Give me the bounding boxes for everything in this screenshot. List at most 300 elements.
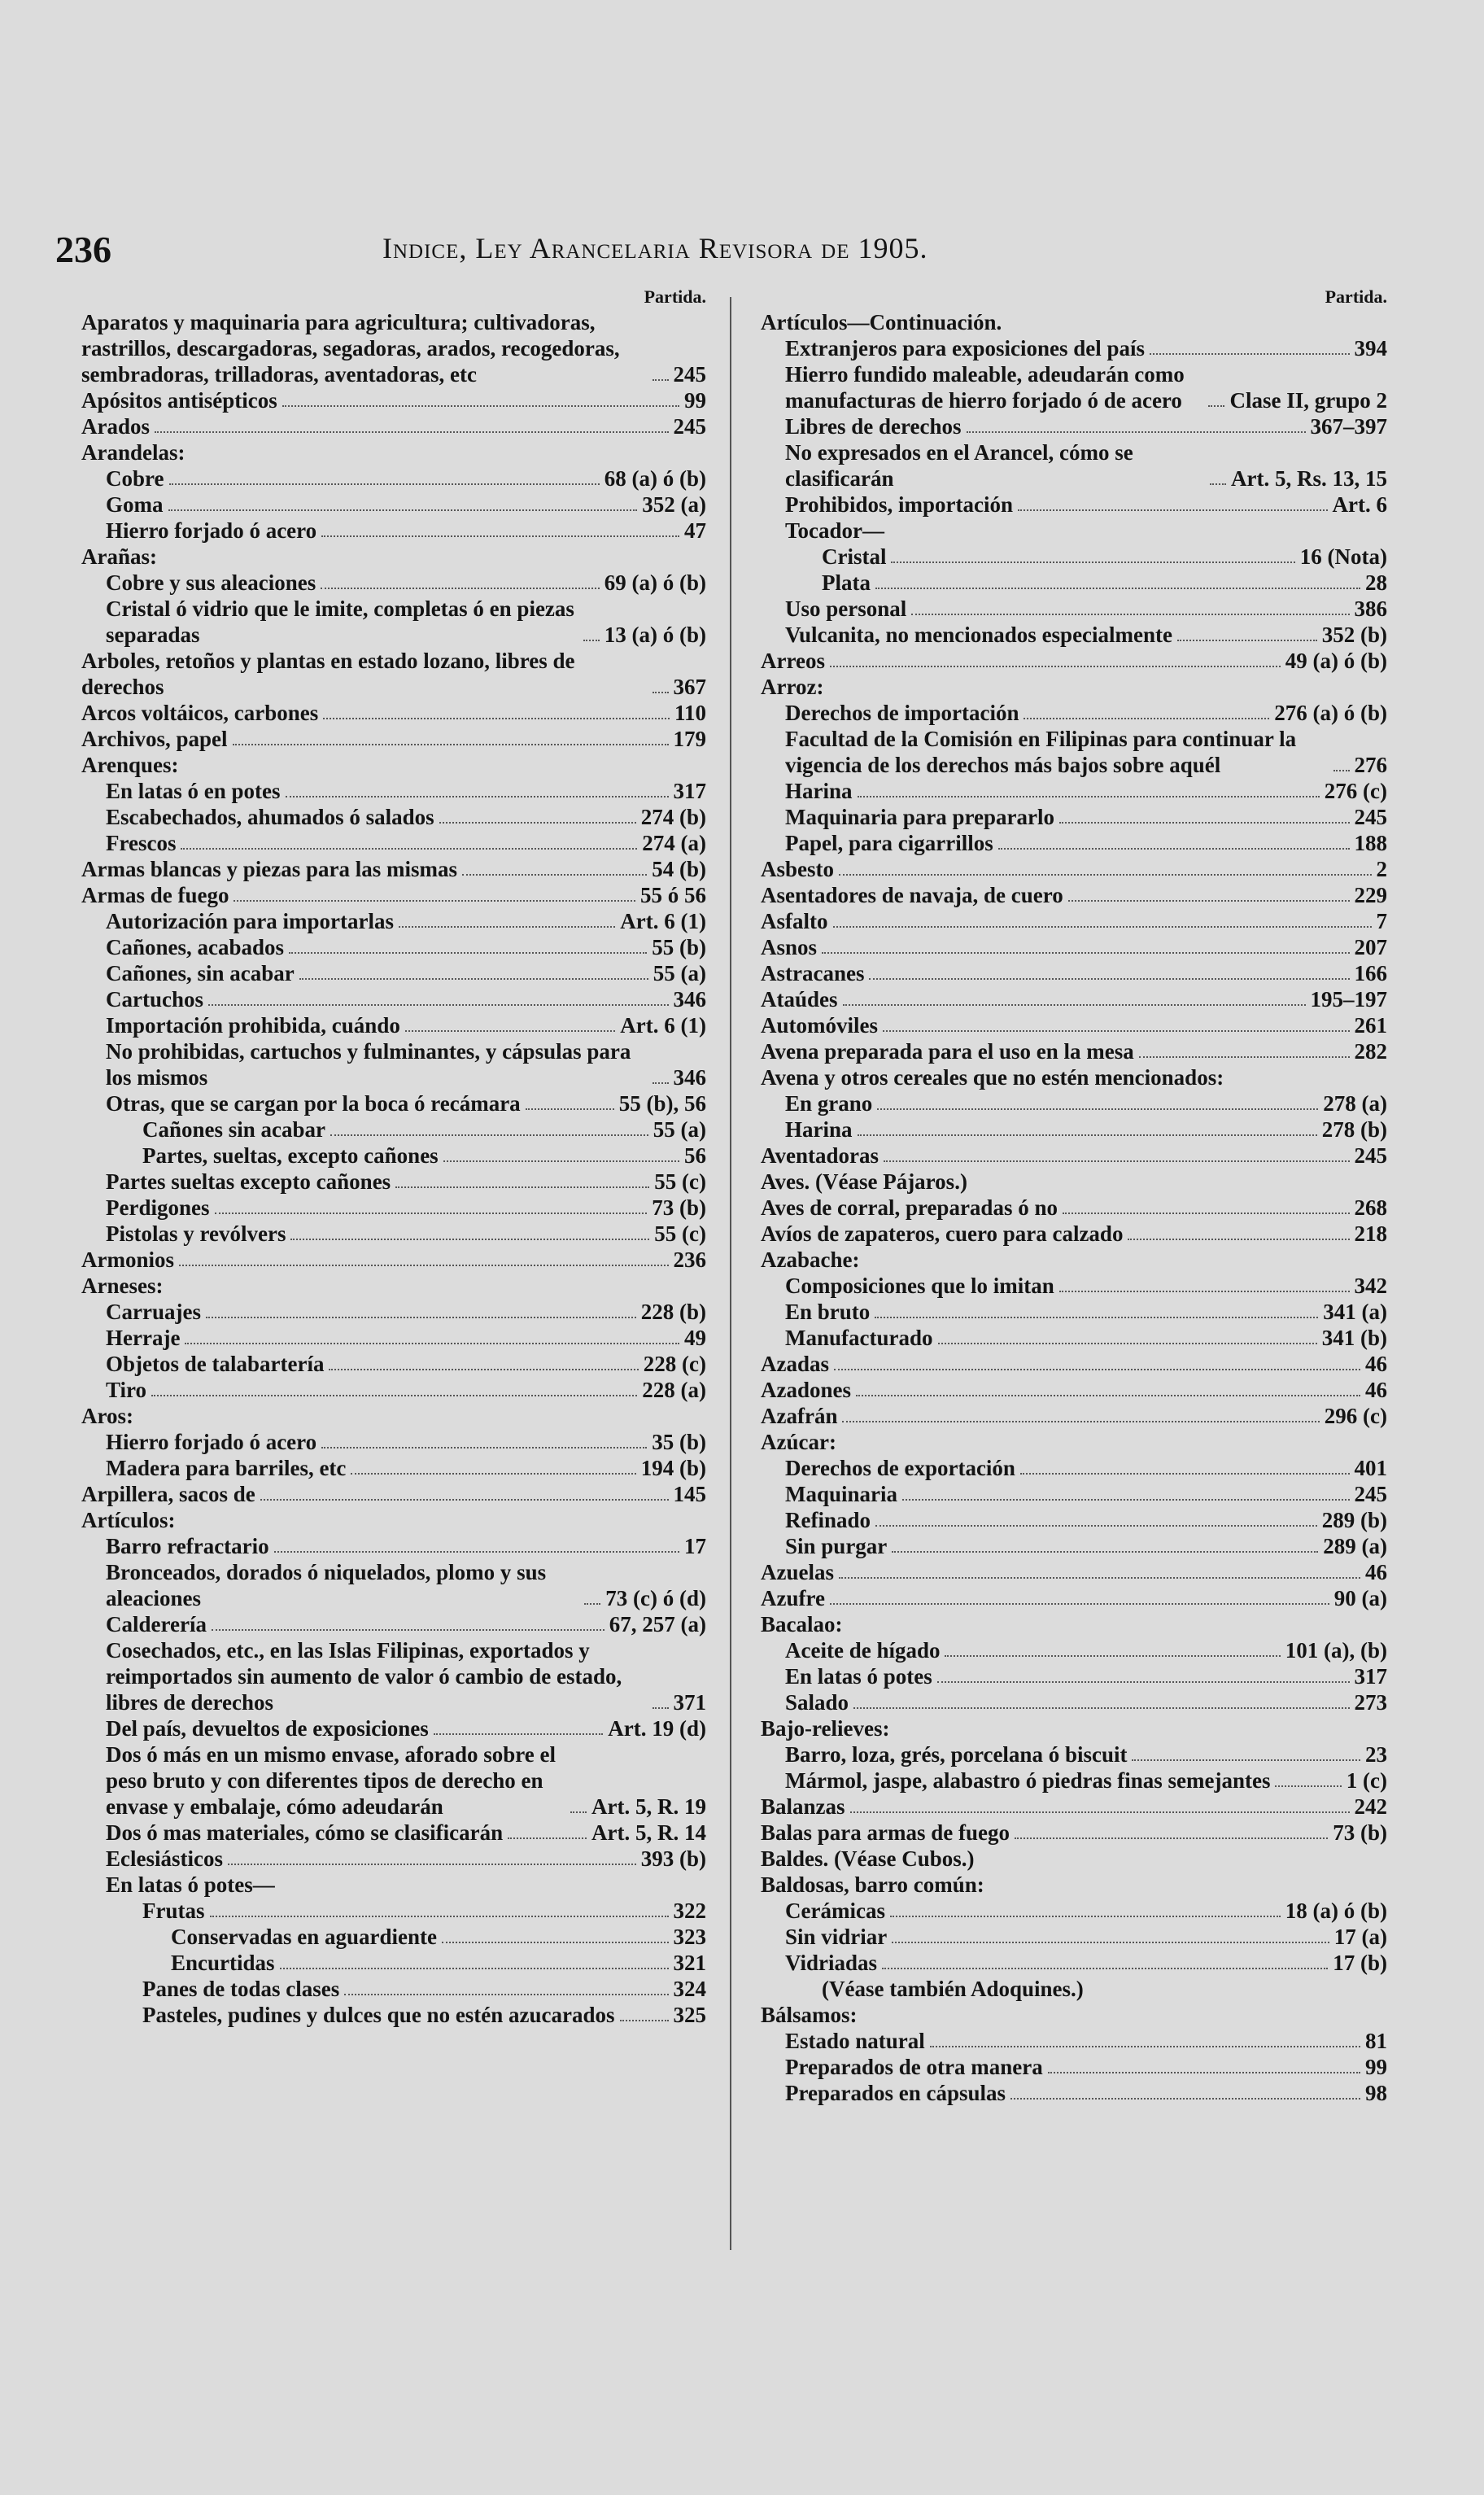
- index-entry: [761, 1976, 1387, 2002]
- entry-partida: 49: [684, 1326, 706, 1350]
- entry-term: Azafrán: [761, 1404, 838, 1428]
- entry-term: Arados: [81, 414, 151, 439]
- leader-dots: [834, 1369, 1360, 1370]
- entry-term: Artículos—Continuación.: [761, 310, 1002, 334]
- entry-term: Hierro fundido maleable, adeudarán como manufacturas de hierro forjado ó de acero: [785, 362, 1185, 413]
- index-entry: [761, 361, 1387, 413]
- entry-partida: 341 (b): [1321, 1326, 1387, 1350]
- index-entry: [81, 1221, 706, 1247]
- entry-term: Astracanes: [761, 961, 865, 985]
- leader-dots: [329, 1369, 638, 1370]
- entry-partida: 236: [673, 1248, 706, 1272]
- index-entry: [81, 1611, 706, 1637]
- page-number: 236: [55, 229, 111, 270]
- index-entry: [761, 2028, 1387, 2054]
- index-entry: [761, 570, 1387, 596]
- leader-dots: [850, 1811, 1350, 1813]
- entry-term: Asfalto: [761, 909, 828, 933]
- entry-term: Cristal ó vidrio que le imite, completas ó en piezas separadas: [106, 596, 574, 647]
- leader-dots: [206, 1317, 636, 1318]
- leader-dots: [1210, 483, 1226, 485]
- entry-partida: Art. 6 (1): [620, 909, 706, 933]
- entry-partida: 17: [684, 1534, 706, 1558]
- entry-partida: 145: [673, 1482, 706, 1506]
- entry-term: Arreos: [761, 649, 825, 673]
- index-entry: [81, 986, 706, 1012]
- index-entry: [81, 1715, 706, 1741]
- entry-partida: 207: [1354, 935, 1387, 959]
- entry-partida: 2: [1376, 857, 1387, 881]
- leader-dots: [967, 431, 1306, 433]
- index-entry: [761, 1455, 1387, 1481]
- leader-dots: [1275, 1785, 1341, 1787]
- entry-term: Composiciones que lo imitan: [785, 1274, 1054, 1298]
- leader-dots: [181, 848, 637, 850]
- index-entry: [761, 596, 1387, 622]
- entry-partida: 166: [1354, 961, 1387, 985]
- leader-dots: [875, 588, 1360, 589]
- entry-term: Hierro forjado ó acero: [106, 1430, 317, 1454]
- leader-dots: [321, 535, 679, 537]
- index-entry: [761, 830, 1387, 856]
- leader-dots: [1020, 1473, 1350, 1475]
- running-title: Indice, Ley Arancelaria Revisora de 1905.: [382, 232, 928, 264]
- leader-dots: [286, 796, 669, 797]
- leader-dots: [434, 1733, 604, 1735]
- leader-dots: [442, 1942, 668, 1943]
- leader-dots: [443, 1160, 679, 1162]
- leader-dots: [508, 1837, 587, 1839]
- entry-partida: 17 (a): [1333, 1925, 1387, 1949]
- entry-term: Balas para armas de fuego: [761, 1820, 1010, 1845]
- entry-partida: 346: [673, 1065, 706, 1090]
- leader-dots: [1132, 1759, 1360, 1761]
- entry-partida: 386: [1354, 596, 1387, 621]
- entry-partida: 245: [673, 362, 706, 387]
- entry-partida: 55 (a): [653, 961, 706, 985]
- index-entry: [761, 960, 1387, 986]
- leader-dots: [902, 1499, 1349, 1501]
- index-entry: [761, 544, 1387, 570]
- entry-term: No expresados en el Arancel, cómo se clasificarán: [785, 440, 1133, 491]
- entry-term: Plata: [822, 570, 871, 595]
- entry-partida: 282: [1354, 1039, 1387, 1064]
- leader-dots: [395, 1186, 649, 1188]
- leader-dots: [653, 692, 669, 693]
- index-entry: [761, 778, 1387, 804]
- index-entry: [761, 1012, 1387, 1038]
- entry-term: Objetos de talabartería: [106, 1352, 325, 1376]
- entry-partida: 81: [1365, 2029, 1387, 2053]
- index-entry: [81, 804, 706, 830]
- index-entry: [81, 1533, 706, 1559]
- index-entry: [81, 439, 706, 465]
- entry-partida: 324: [673, 1977, 706, 2001]
- index-column-right: [761, 285, 1387, 2106]
- entry-partida: 322: [673, 1899, 706, 1923]
- entry-term: Pistolas y revólvers: [106, 1221, 286, 1246]
- leader-dots: [830, 666, 1281, 667]
- entry-partida: 55 (c): [654, 1221, 706, 1246]
- entry-partida: 393 (b): [640, 1846, 706, 1871]
- entry-partida: 98: [1365, 2081, 1387, 2105]
- index-entry: [761, 1143, 1387, 1169]
- entry-partida: 274 (b): [640, 805, 706, 829]
- leader-dots: [234, 900, 635, 902]
- leader-dots: [280, 1968, 669, 1969]
- entry-partida: 99: [684, 388, 706, 413]
- leader-dots: [169, 483, 600, 485]
- index-entry: [761, 1221, 1387, 1247]
- index-entry: [81, 830, 706, 856]
- index-entry: [81, 518, 706, 544]
- entry-term: Importación prohibida, cuándo: [106, 1013, 400, 1038]
- index-entry: [81, 856, 706, 882]
- entry-term: Arpillera, sacos de: [81, 1482, 255, 1506]
- entry-term: Perdigones: [106, 1195, 210, 1220]
- entry-partida: 273: [1354, 1690, 1387, 1715]
- index-entry: [761, 1611, 1387, 1637]
- entry-term: Automóviles: [761, 1013, 878, 1038]
- index-entry: [81, 1325, 706, 1351]
- index-entry: [81, 1299, 706, 1325]
- entry-term: Asbesto: [761, 857, 835, 881]
- leader-dots: [830, 1603, 1329, 1605]
- index-entry: [761, 1820, 1387, 1846]
- entry-term: En latas ó potes: [785, 1664, 932, 1689]
- index-entry: [81, 1247, 706, 1273]
- entry-partida: 296 (c): [1324, 1404, 1387, 1428]
- entry-term: Dos ó mas materiales, cómo se clasificarán: [106, 1820, 504, 1845]
- entry-term: Cristal: [822, 544, 887, 569]
- index-entry: [761, 986, 1387, 1012]
- leader-dots: [875, 1525, 1317, 1527]
- entry-partida: Clase II, grupo 2: [1229, 388, 1387, 413]
- entry-partida: 49 (a) ó (b): [1285, 649, 1387, 673]
- index-entry: [761, 439, 1387, 492]
- leader-dots: [937, 1681, 1350, 1683]
- index-entry: [81, 960, 706, 986]
- entry-term: Cañones, sin acabar: [106, 961, 295, 985]
- index-entry: [81, 1038, 706, 1090]
- entry-partida: 367: [673, 675, 706, 699]
- leader-dots: [892, 1551, 1318, 1553]
- entry-term: Bajo-relieves:: [761, 1716, 890, 1741]
- entry-partida: 289 (a): [1323, 1534, 1387, 1558]
- index-entry: [761, 622, 1387, 648]
- index-entry: [81, 1950, 706, 1976]
- entry-partida: 1 (c): [1346, 1768, 1387, 1793]
- leader-dots: [858, 1134, 1317, 1136]
- entry-term: Vidriadas: [785, 1951, 878, 1975]
- leader-dots: [212, 1629, 605, 1631]
- entry-partida: 325: [673, 2003, 706, 2027]
- leader-dots: [321, 588, 600, 589]
- entry-term: Salado: [785, 1690, 849, 1715]
- leader-dots: [869, 978, 1349, 980]
- entry-term: Frutas: [142, 1899, 205, 1923]
- index-entry: [81, 1455, 706, 1481]
- leader-dots: [843, 1004, 1306, 1006]
- index-entry: [761, 518, 1387, 544]
- entry-partida: 16 (Nota): [1299, 544, 1387, 569]
- index-entry: [761, 648, 1387, 674]
- entry-term: Aceite de hígado: [785, 1638, 941, 1663]
- index-entry: [81, 752, 706, 778]
- leader-dots: [884, 1160, 1350, 1162]
- entry-term: No prohibidas, cartuchos y fulminantes, y cápsulas para los mismos: [106, 1039, 631, 1090]
- index-entry: [761, 1247, 1387, 1273]
- index-entry: [761, 1872, 1387, 1898]
- entry-term: Avena y otros cereales que no estén mencionados:: [761, 1065, 1224, 1090]
- entry-term: Frescos: [106, 831, 177, 855]
- index-entry: [761, 1429, 1387, 1455]
- entry-term: Panes de todas clases: [142, 1977, 340, 2001]
- leader-dots: [1150, 353, 1349, 355]
- leader-dots: [842, 1421, 1319, 1422]
- leader-dots: [1010, 2098, 1360, 2100]
- entry-term: Harina: [785, 1117, 853, 1142]
- index-entry: [761, 2054, 1387, 2080]
- index-entry: [81, 2002, 706, 2028]
- index-entry: [81, 700, 706, 726]
- entry-term: Harina: [785, 779, 853, 803]
- index-entry: [81, 1846, 706, 1872]
- entry-term: Apósitos antisépticos: [81, 388, 277, 413]
- entry-term: Preparados de otra manera: [785, 2055, 1043, 2079]
- leader-dots: [330, 1134, 648, 1136]
- entry-term: Avíos de zapateros, cuero para calzado: [761, 1221, 1124, 1246]
- leader-dots: [1018, 509, 1327, 511]
- entry-partida: 352 (b): [1321, 623, 1387, 647]
- index-entry: [81, 387, 706, 413]
- entry-term: Tiro: [106, 1378, 147, 1402]
- entry-term: Barro refractario: [106, 1534, 269, 1558]
- leader-dots: [215, 1213, 648, 1214]
- leader-dots: [584, 1603, 600, 1605]
- leader-dots: [260, 1499, 669, 1501]
- entry-term: Aparatos y maquinaria para agricultura; cultivadoras, rastrillos, descargadoras, segadoras, arados, recogedoras, sembradoras, trilladoras, aventadoras, etc: [81, 310, 620, 387]
- entry-term: Balanzas: [761, 1794, 845, 1819]
- entry-term: Conservadas en aguardiente: [171, 1925, 438, 1949]
- entry-term: Bacalao:: [761, 1612, 843, 1636]
- entry-term: (Véase también Adoquines.): [822, 1977, 1084, 2001]
- entry-partida: 245: [1354, 1143, 1387, 1168]
- entry-term: Carruajes: [106, 1300, 201, 1324]
- entry-partida: 229: [1354, 883, 1387, 907]
- entry-partida: 55 (a): [653, 1117, 706, 1142]
- entry-partida: 55 ó 56: [640, 883, 706, 907]
- entry-partida: 346: [673, 987, 706, 1012]
- entry-partida: 101 (a), (b): [1285, 1638, 1387, 1663]
- entry-partida: 401: [1354, 1456, 1387, 1480]
- leader-dots: [228, 1864, 636, 1865]
- index-entry: [81, 465, 706, 492]
- entry-partida: 179: [673, 727, 706, 751]
- index-entry: [761, 934, 1387, 960]
- index-entry: [761, 1064, 1387, 1090]
- entry-term: Cobre y sus aleaciones: [106, 570, 316, 595]
- entry-term: Aves de corral, preparadas ó no: [761, 1195, 1058, 1220]
- entry-partida: 28: [1365, 570, 1387, 595]
- index-entry: [81, 908, 706, 934]
- index-entry: [761, 1507, 1387, 1533]
- entry-term: Cañones sin acabar: [142, 1117, 326, 1142]
- index-entry: [761, 1559, 1387, 1585]
- leader-dots: [882, 1968, 1328, 1969]
- index-entry: [81, 1481, 706, 1507]
- leader-dots: [653, 1707, 669, 1709]
- entry-partida: 46: [1365, 1378, 1387, 1402]
- entry-partida: 35 (b): [652, 1430, 706, 1454]
- entry-partida: 47: [684, 518, 706, 543]
- entry-term: Cerámicas: [785, 1899, 885, 1923]
- entry-term: Tocador—: [785, 518, 885, 543]
- leader-dots: [570, 1811, 587, 1813]
- entry-term: Arandelas:: [81, 440, 186, 465]
- index-entry: [761, 1325, 1387, 1351]
- entry-term: Arroz:: [761, 675, 824, 699]
- leader-dots: [1333, 770, 1350, 771]
- index-entry: [761, 1533, 1387, 1559]
- entry-partida: 23: [1365, 1742, 1387, 1767]
- index-entry: [81, 1976, 706, 2002]
- leader-dots: [405, 1030, 615, 1032]
- entry-term: Sin purgar: [785, 1534, 888, 1558]
- entry-partida: 289 (b): [1321, 1508, 1387, 1532]
- leader-dots: [344, 1994, 668, 1995]
- entry-partida: 276: [1354, 753, 1387, 777]
- entry-partida: 17 (b): [1333, 1951, 1387, 1975]
- leader-dots: [233, 744, 669, 745]
- leader-dots: [583, 640, 600, 641]
- entry-term: Goma: [106, 492, 164, 517]
- leader-dots: [439, 822, 636, 824]
- entry-term: Otras, que se cargan por la boca ó recámara: [106, 1091, 521, 1116]
- leader-dots: [323, 718, 670, 719]
- index-entry: [761, 1637, 1387, 1663]
- leader-dots: [1068, 900, 1350, 902]
- index-entry: [761, 1741, 1387, 1767]
- index-entry: [81, 1169, 706, 1195]
- leader-dots: [945, 1655, 1280, 1657]
- leader-dots: [833, 926, 1372, 928]
- leader-dots: [1063, 1213, 1350, 1214]
- entry-partida: 342: [1354, 1274, 1387, 1298]
- entry-partida: 68 (a) ó (b): [604, 466, 706, 491]
- entry-term: Armas de fuego: [81, 883, 229, 907]
- index-entry: [761, 674, 1387, 700]
- leader-dots: [526, 1108, 614, 1110]
- entry-term: Autorización para importarlas: [106, 909, 394, 933]
- entry-term: Uso personal: [785, 596, 907, 621]
- index-entry: [761, 1273, 1387, 1299]
- entry-term: Calderería: [106, 1612, 207, 1636]
- index-entry: [81, 596, 706, 648]
- leader-dots: [462, 874, 647, 876]
- column-divider: [730, 297, 731, 2250]
- entry-partida: Art. 19 (d): [608, 1716, 706, 1741]
- index-entry: [761, 1715, 1387, 1741]
- leader-dots: [858, 796, 1320, 797]
- index-entry: [761, 2002, 1387, 2028]
- entry-term: Azadas: [761, 1352, 830, 1376]
- entry-partida: Art. 6: [1332, 492, 1387, 517]
- entry-term: Ataúdes: [761, 987, 838, 1012]
- index-entry: [81, 1403, 706, 1429]
- index-entry: [81, 1116, 706, 1143]
- entry-term: Arcos voltáicos, carbones: [81, 701, 319, 725]
- entry-partida: 371: [673, 1690, 706, 1715]
- entry-term: Refinado: [785, 1508, 871, 1532]
- index-entry: [81, 570, 706, 596]
- entry-partida: 367–397: [1310, 414, 1387, 439]
- index-entry: [761, 492, 1387, 518]
- index-entry: [81, 1898, 706, 1924]
- index-entry: [761, 309, 1387, 335]
- entry-partida: 46: [1365, 1560, 1387, 1584]
- entry-partida: 352 (a): [642, 492, 706, 517]
- index-entry: [761, 335, 1387, 361]
- index-entry: [761, 882, 1387, 908]
- entry-partida: 321: [673, 1951, 706, 1975]
- entry-term: Papel, para cigarrillos: [785, 831, 993, 855]
- entry-term: En bruto: [785, 1300, 871, 1324]
- entry-term: Cañones, acabados: [106, 935, 285, 959]
- entry-term: Partes, sueltas, excepto cañones: [142, 1143, 439, 1168]
- leader-dots: [168, 509, 638, 511]
- entry-term: Cartuchos: [106, 987, 203, 1012]
- leader-dots: [998, 848, 1350, 850]
- leader-dots: [875, 1317, 1318, 1318]
- entry-term: Asnos: [761, 935, 818, 959]
- entry-term: Hierro forjado ó acero: [106, 518, 317, 543]
- entry-term: Aros:: [81, 1404, 133, 1428]
- entry-partida: 73 (b): [652, 1195, 706, 1220]
- entry-term: Maquinaria para prepararlo: [785, 805, 1055, 829]
- index-entry: [81, 544, 706, 570]
- index-column-left: [81, 285, 706, 2028]
- index-entry: [81, 413, 706, 439]
- leader-dots: [155, 431, 668, 433]
- leader-dots: [839, 874, 1371, 876]
- index-entry: [761, 1169, 1387, 1195]
- entry-partida: 228 (a): [642, 1378, 706, 1402]
- entry-term: Mármol, jaspe, alabastro ó piedras finas semejantes: [785, 1768, 1271, 1793]
- leader-dots: [938, 1343, 1317, 1344]
- leader-dots: [1059, 822, 1349, 824]
- index-entry: [81, 1559, 706, 1611]
- index-entry: [81, 1637, 706, 1715]
- entry-term: Dos ó más en un mismo envase, aforado sobre el peso bruto y con diferentes tipos de derecho en envase y embalaje, cómo adeudarán: [106, 1742, 556, 1819]
- index-entry: [761, 1038, 1387, 1064]
- entry-term: Prohibidos, importación: [785, 492, 1014, 517]
- entry-partida: 245: [673, 414, 706, 439]
- entry-partida: Art. 5, R. 19: [591, 1794, 706, 1819]
- entry-partida: 268: [1354, 1195, 1387, 1220]
- index-entry: [81, 1090, 706, 1116]
- entry-partida: 13 (a) ó (b): [604, 623, 706, 647]
- index-entry: [81, 1429, 706, 1455]
- leader-dots: [1024, 718, 1269, 719]
- leader-dots: [290, 1239, 649, 1240]
- entry-term: Pasteles, pudines y dulces que no estén azucarados: [142, 2003, 615, 2027]
- entry-term: Derechos de exportación: [785, 1456, 1015, 1480]
- index-entry: [81, 1377, 706, 1403]
- column-heading-partida: Partida.: [1325, 286, 1387, 307]
- entry-partida: 195–197: [1310, 987, 1387, 1012]
- entry-partida: 323: [673, 1925, 706, 1949]
